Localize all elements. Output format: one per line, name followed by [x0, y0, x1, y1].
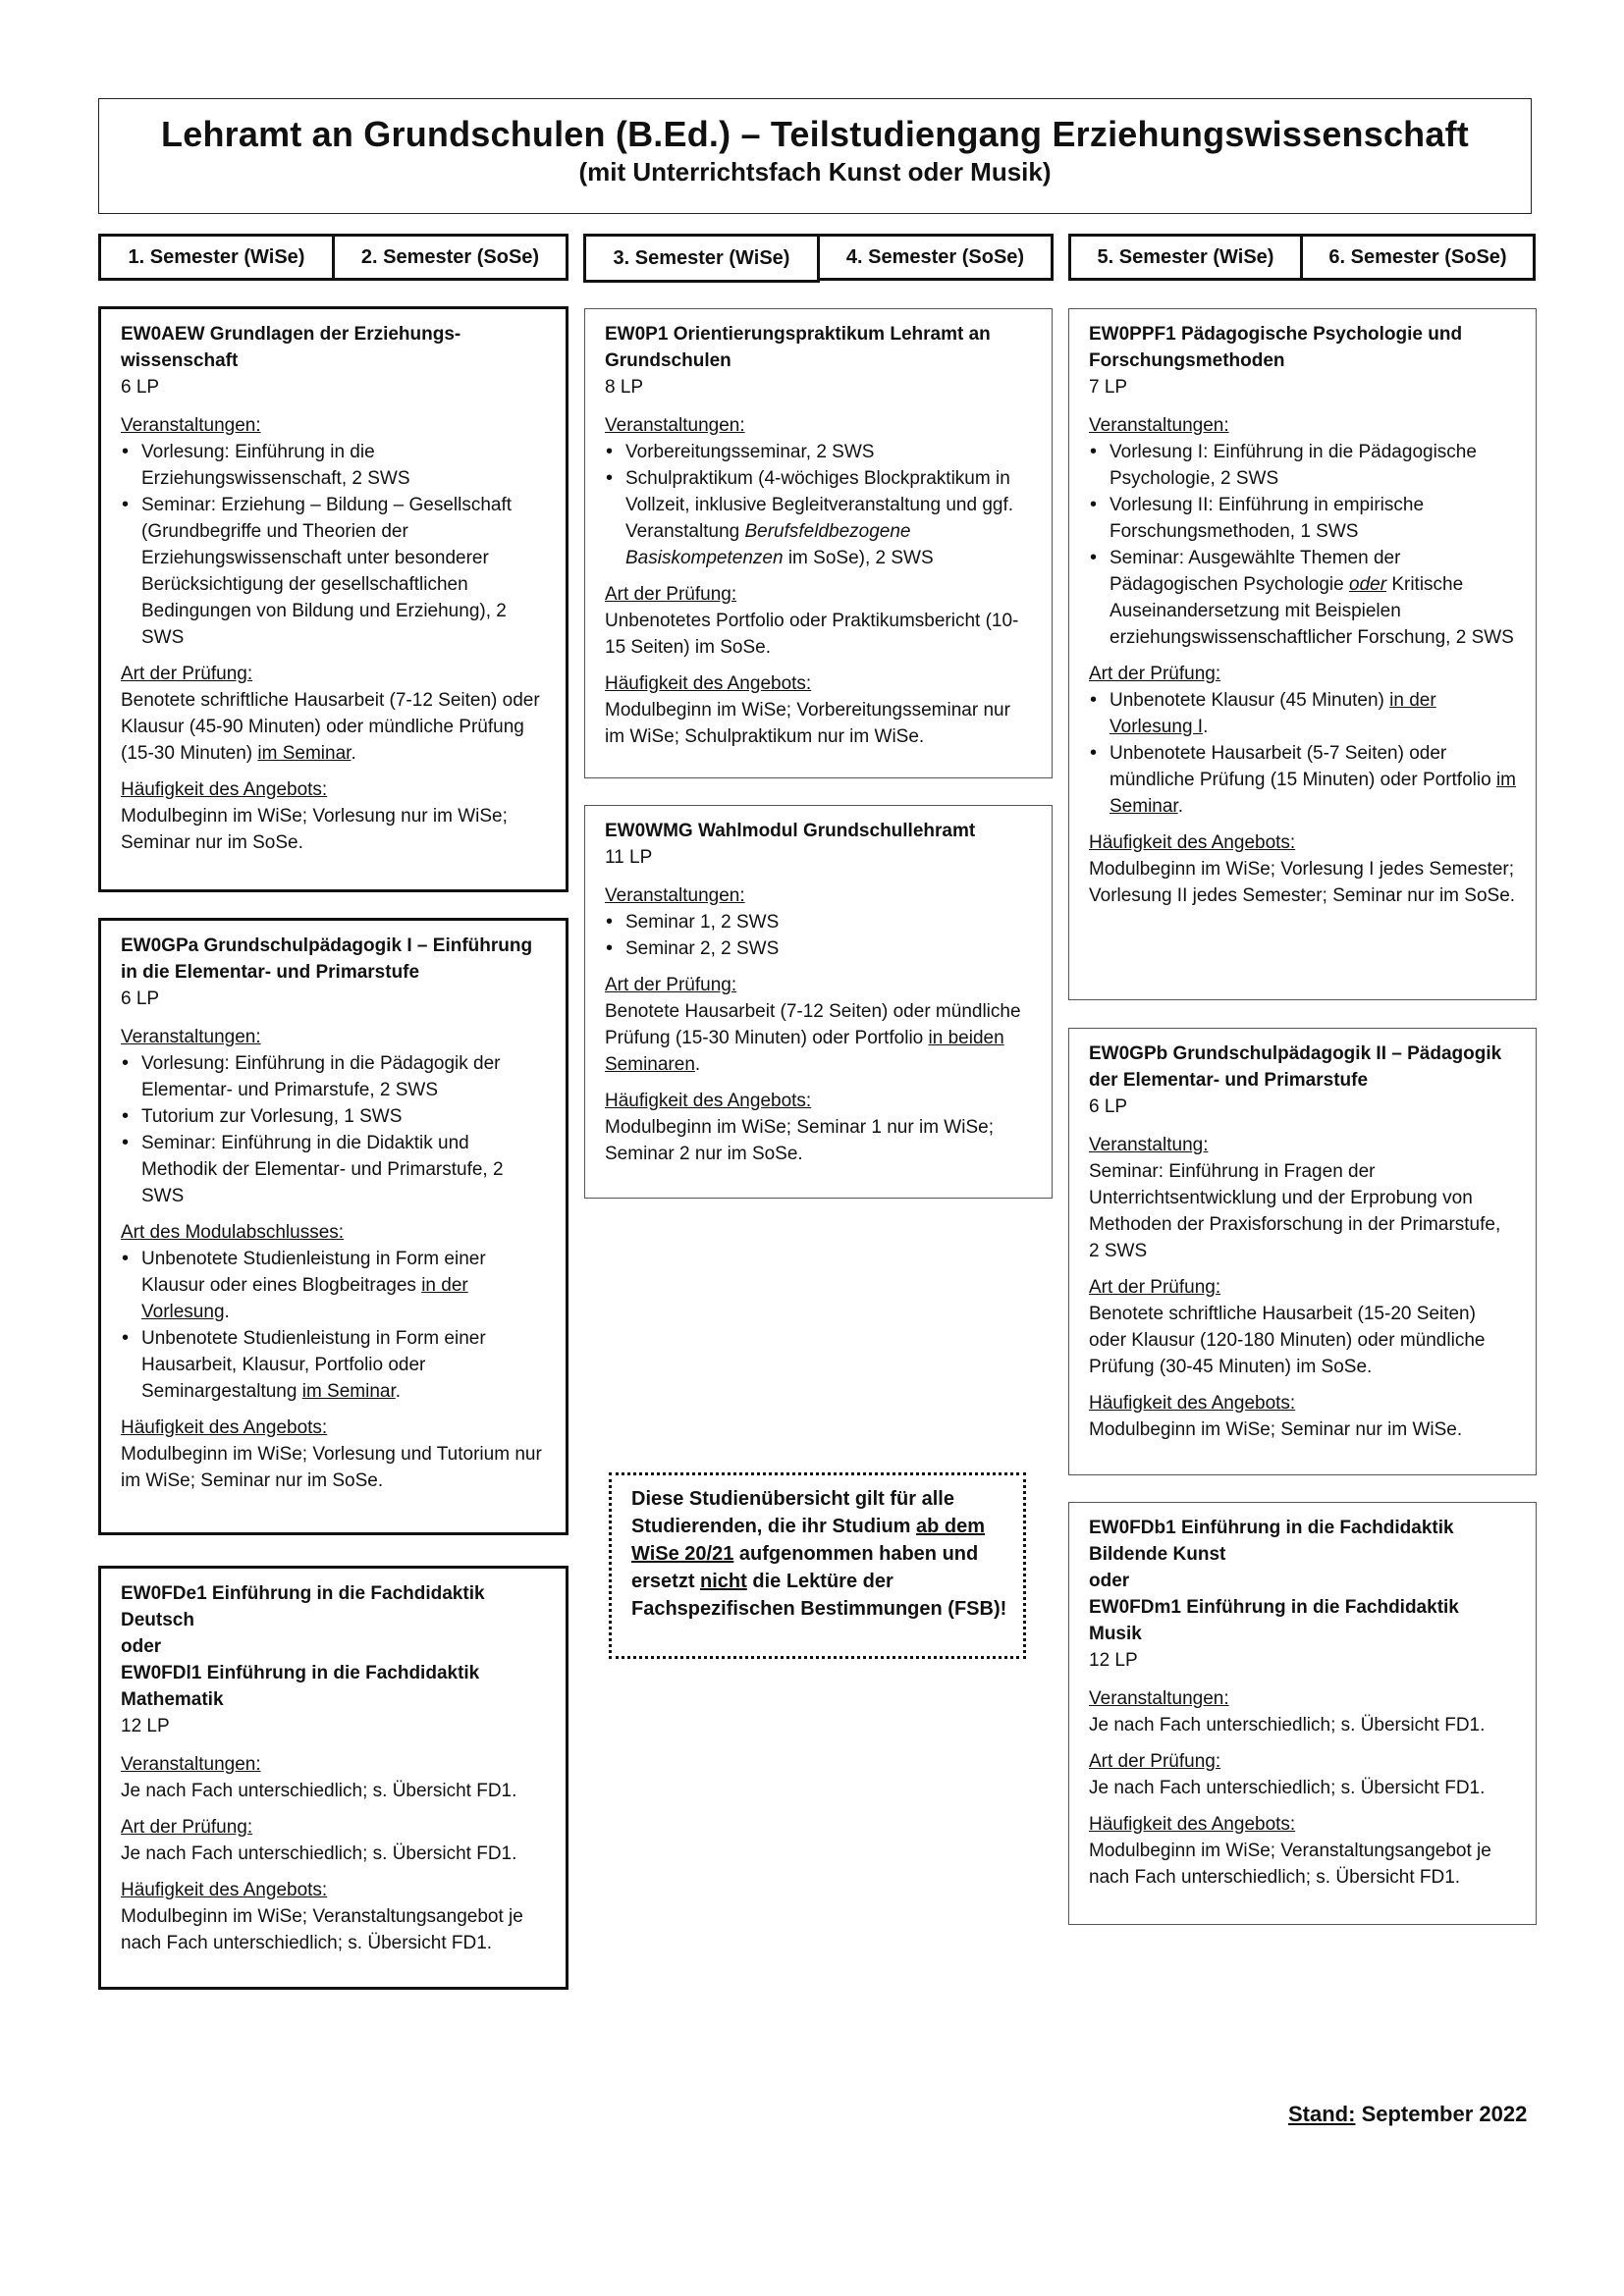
semester-header-2: 2. Semester (SoSe) [332, 234, 568, 281]
module-title-line: der Elementar- und Primarstufe [1089, 1070, 1369, 1091]
exam-text: Benotete schriftliche Hausarbeit (15-20 Seiten) oder Klausur (120-180 Minuten) oder mündliche Prüfung (30-45 Minuten) im SoSe. [1089, 1304, 1486, 1377]
section-label: Art der Prüfung: [1089, 664, 1221, 684]
list-item: • Seminar 2, 2 SWS [605, 935, 1032, 962]
list-item: • Unbenotete Klausur (45 Minuten) in der Vorlesung I. [1089, 687, 1516, 740]
course-text: Je nach Fach unterschiedlich; s. Übersicht FD1. [121, 1781, 517, 1801]
or-label: oder [121, 1636, 162, 1657]
section-label: Häufigkeit des Angebots: [121, 1880, 328, 1900]
list-item: • Tutorium zur Vorlesung, 1 SWS [121, 1103, 546, 1130]
module-title-line: EW0P1 Orientierungspraktikum Lehramt an [605, 324, 991, 345]
module-ew0fde1-ew0fdl1 [98, 1566, 568, 1990]
section-label: Art der Prüfung: [121, 1817, 253, 1838]
revision-value: September 2022 [1355, 2102, 1528, 2126]
list-item: • Unbenotete Hausarbeit (5-7 Seiten) oder mündliche Prüfung (15 Minuten) oder Portfolio im Seminar. [1089, 740, 1516, 820]
section-label: Häufigkeit des Angebots: [1089, 1814, 1296, 1835]
list-item: • Unbenotete Studienleistung in Form einer Hausarbeit, Klausur, Portfolio oder Seminargestaltung im Seminar. [121, 1325, 546, 1405]
frequency-text: Modulbeginn im WiSe; Vorlesung nur im WiSe; Seminar nur im SoSe. [121, 806, 508, 853]
module-ew0wmg [584, 805, 1053, 1199]
module-title-line: EW0PPF1 Pädagogische Psychologie und [1089, 324, 1463, 345]
module-ew0fdb1-ew0fdm1 [1068, 1502, 1537, 1925]
document-header [98, 98, 1532, 214]
module-title-line: EW0AEW Grundlagen der Erziehungs- [121, 324, 461, 345]
module-title-line: EW0GPa Grundschulpädagogik I – Einführung [121, 935, 533, 956]
exam-text: Je nach Fach unterschiedlich; s. Übersicht FD1. [121, 1843, 517, 1864]
credit-points: 6 LP [121, 377, 160, 398]
module-title [1089, 1515, 1516, 1647]
section-label: Art der Prüfung: [1089, 1277, 1221, 1298]
module-ew0ppf1 [1068, 308, 1537, 1000]
exam-list [1089, 687, 1516, 820]
module-title [121, 1580, 546, 1713]
module-title-line: EW0GPb Grundschulpädagogik II – Pädagogik [1089, 1043, 1502, 1064]
module-title: EW0WMG Wahlmodul Grundschullehramt [605, 821, 976, 841]
assessment-list [121, 1246, 546, 1405]
list-item: • Seminar: Ausgewählte Themen der Pädagogischen Psychologie oder Kritische Auseinandersetzung mit Beispielen erziehungswissenschaftlicher Forschung, 2 SWS [1089, 545, 1516, 651]
list-item: • Unbenotete Studienleistung in Form einer Klausur oder eines Blogbeitrages in der Vorlesung. [121, 1246, 546, 1325]
module-title-line: Musik [1089, 1624, 1142, 1644]
module-title-line: EW0FDb1 Einführung in die Fachdidaktik [1089, 1518, 1454, 1538]
module-title-line: Forschungsmethoden [1089, 350, 1285, 371]
section-label: Art der Prüfung: [605, 584, 737, 605]
module-title [121, 321, 546, 374]
module-ew0aew [98, 306, 568, 892]
exam-text: Unbenotetes Portfolio oder Praktikumsbericht (10-15 Seiten) im SoSe. [605, 611, 1019, 658]
module-title [121, 933, 546, 986]
module-title [1089, 321, 1516, 374]
frequency-text: Modulbeginn im WiSe; Seminar nur im WiSe. [1089, 1419, 1463, 1440]
credit-points: 11 LP [605, 847, 653, 868]
section-label: Art der Prüfung: [121, 664, 253, 684]
section-label: Art der Prüfung: [1089, 1751, 1221, 1772]
or-label: oder [1089, 1571, 1130, 1591]
section-label: Häufigkeit des Angebots: [605, 673, 812, 694]
module-title [605, 321, 1032, 374]
list-item: • Vorlesung: Einführung in die Pädagogik der Elementar- und Primarstufe, 2 SWS [121, 1050, 546, 1103]
credit-points: 12 LP [121, 1716, 170, 1736]
credit-points: 12 LP [1089, 1650, 1138, 1671]
list-item: • Seminar: Einführung in die Didaktik und Methodik der Elementar- und Primarstufe, 2 SWS [121, 1130, 546, 1209]
list-item: • Vorbereitungsseminar, 2 SWS [605, 439, 1032, 465]
exam-text: Je nach Fach unterschiedlich; s. Übersicht FD1. [1089, 1778, 1486, 1798]
semester-header-3: 3. Semester (WiSe) [583, 234, 820, 283]
section-label: Veranstaltungen: [121, 1754, 261, 1775]
section-label: Häufigkeit des Angebots: [1089, 832, 1296, 853]
semester-header-6: 6. Semester (SoSe) [1300, 234, 1536, 281]
list-item: • Vorlesung: Einführung in die Erziehungswissenschaft, 2 SWS [121, 439, 546, 492]
credit-points: 6 LP [1089, 1096, 1128, 1117]
revision-label: Stand: [1288, 2102, 1356, 2126]
course-list [605, 439, 1032, 571]
frequency-text: Modulbeginn im WiSe; Seminar 1 nur im WiSe; Seminar 2 nur im SoSe. [605, 1117, 994, 1164]
module-ew0p1 [584, 308, 1053, 778]
section-label: Häufigkeit des Angebots: [121, 779, 328, 800]
course-list [1089, 439, 1516, 651]
course-text: Je nach Fach unterschiedlich; s. Übersicht FD1. [1089, 1715, 1486, 1735]
page-title: Lehramt an Grundschulen (B.Ed.) – Teilstudiengang Erziehungswissenschaft [161, 114, 1469, 154]
module-title-line: Grundschulen [605, 350, 731, 371]
list-item: • Seminar: Erziehung – Bildung – Gesellschaft (Grundbegriffe und Theorien der Erziehungswissenschaft unter besonderer Berücksichtigung der gesellschaftlichen Bedingungen von Bildung und Erziehung), 2 SWS [121, 492, 546, 651]
course-list [605, 909, 1032, 962]
credit-points: 7 LP [1089, 377, 1128, 398]
course-text: Seminar: Einführung in Fragen der Unterrichtsentwicklung und der Erprobung von Methoden der Praxisforschung in der Primarstufe, 2 SWS [1089, 1161, 1501, 1261]
frequency-text: Modulbeginn im WiSe; Veranstaltungsangebot je nach Fach unterschiedlich; s. Übersicht FD1. [121, 1906, 523, 1953]
section-label: Häufigkeit des Angebots: [1089, 1393, 1296, 1414]
module-title [1089, 1041, 1516, 1094]
course-list [121, 439, 546, 651]
module-ew0gpa [98, 918, 568, 1535]
exam-text: Benotete schriftliche Hausarbeit (7-12 Seiten) oder Klausur (45-90 Minuten) oder mündliche Prüfung (15-30 Minuten) im Seminar. [121, 690, 540, 764]
section-label: Veranstaltungen: [121, 415, 261, 436]
frequency-text: Modulbeginn im WiSe; Vorlesung und Tutorium nur im WiSe; Seminar nur im SoSe. [121, 1444, 542, 1491]
credit-points: 6 LP [121, 988, 160, 1009]
section-label: Veranstaltungen: [1089, 1688, 1229, 1709]
module-title-line: in die Elementar- und Primarstufe [121, 962, 420, 983]
list-item: • Schulpraktikum (4-wöchiges Blockpraktikum in Vollzeit, inklusive Begleitveranstaltung und ggf. Veranstaltung Berufsfeldbezogene Basiskompetenzen im SoSe), 2 SWS [605, 465, 1032, 571]
module-title-line: EW0FDl1 Einführung in die Fachdidaktik [121, 1663, 480, 1683]
frequency-text: Modulbeginn im WiSe; Veranstaltungsangebot je nach Fach unterschiedlich; s. Übersicht FD1. [1089, 1841, 1491, 1888]
exam-text: Benotete Hausarbeit (7-12 Seiten) oder mündliche Prüfung (15-30 Minuten) oder Portfolio in beiden Seminaren. [605, 1001, 1021, 1075]
course-list [121, 1050, 546, 1209]
section-label: Art des Modulabschlusses: [121, 1222, 345, 1243]
section-label: Häufigkeit des Angebots: [605, 1091, 812, 1111]
revision-date [1288, 2101, 1527, 2128]
list-item: • Vorlesung II: Einführung in empirische Forschungsmethoden, 1 SWS [1089, 492, 1516, 545]
page-subtitle: (mit Unterrichtsfach Kunst oder Musik) [578, 157, 1052, 187]
section-label: Veranstaltung: [1089, 1135, 1209, 1155]
section-label: Veranstaltungen: [1089, 415, 1229, 436]
section-label: Veranstaltungen: [605, 415, 745, 436]
credit-points: 8 LP [605, 377, 644, 398]
notice-box: Diese Studienübersicht gilt für alle Studierenden, die ihr Studium ab dem WiSe 20/21 aufgenommen haben und ersetzt nicht die Lektüre der Fachspezifischen Bestimmungen (FSB)! [609, 1472, 1026, 1659]
semester-header-4: 4. Semester (SoSe) [817, 234, 1054, 281]
section-label: Häufigkeit des Angebots: [121, 1417, 328, 1438]
module-title-line: EW0FDm1 Einführung in die Fachdidaktik [1089, 1597, 1459, 1618]
module-title-line: Bildende Kunst [1089, 1544, 1226, 1565]
frequency-text: Modulbeginn im WiSe; Vorbereitungsseminar nur im WiSe; Schulpraktikum nur im WiSe. [605, 700, 1010, 747]
frequency-text: Modulbeginn im WiSe; Vorlesung I jedes Semester; Vorlesung II jedes Semester; Seminar nur im SoSe. [1089, 859, 1516, 906]
list-item: • Vorlesung I: Einführung in die Pädagogische Psychologie, 2 SWS [1089, 439, 1516, 492]
module-title-line: Deutsch [121, 1610, 194, 1630]
module-ew0gpb [1068, 1028, 1537, 1475]
module-title-line: Mathematik [121, 1689, 224, 1710]
module-title-line: wissenschaft [121, 350, 239, 371]
list-item: • Seminar 1, 2 SWS [605, 909, 1032, 935]
semester-header-5: 5. Semester (WiSe) [1068, 234, 1303, 281]
section-label: Veranstaltungen: [605, 885, 745, 906]
section-label: Art der Prüfung: [605, 975, 737, 995]
semester-header-1: 1. Semester (WiSe) [98, 234, 335, 281]
module-title-line: EW0FDe1 Einführung in die Fachdidaktik [121, 1583, 485, 1604]
section-label: Veranstaltungen: [121, 1027, 261, 1047]
